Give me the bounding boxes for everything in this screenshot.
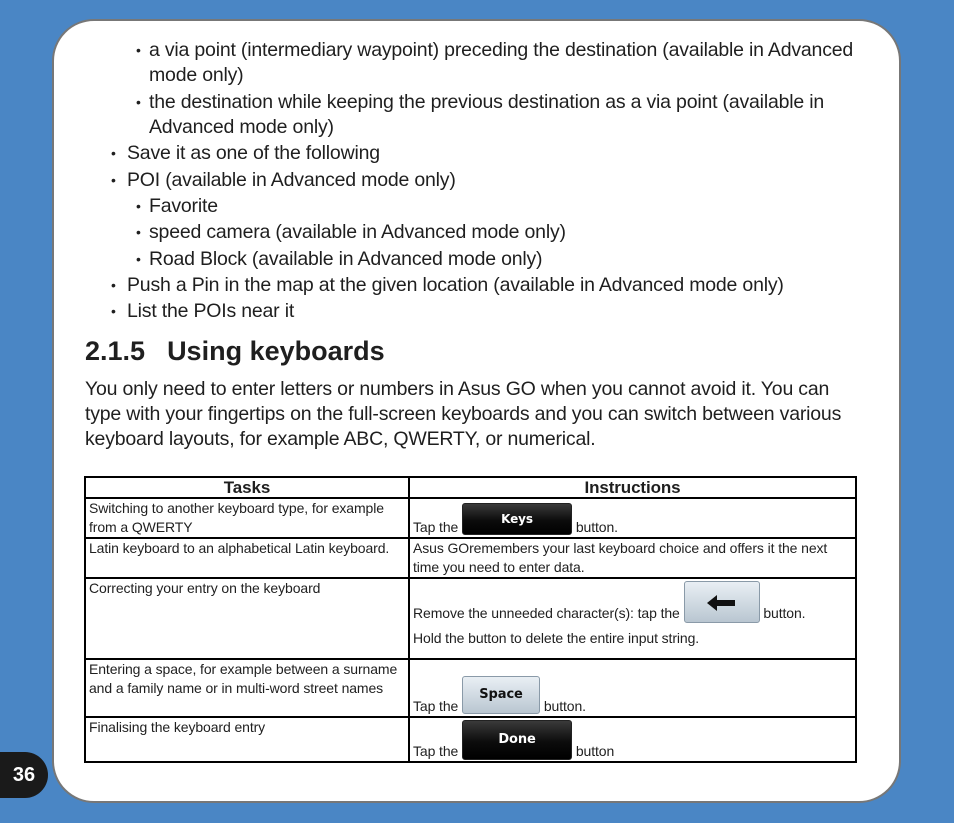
section-title: Using keyboards	[167, 336, 385, 366]
space-button[interactable]: Space	[462, 676, 540, 714]
instruction-cell: Tap the Space button.	[409, 659, 856, 717]
instruction-extra: Hold the button to delete the entire input string.	[413, 630, 700, 646]
keys-button[interactable]: Keys	[462, 503, 572, 535]
task-cell: Entering a space, for example between a surname and a family name or in multi-word street names	[85, 659, 409, 717]
table-row	[85, 538, 856, 578]
header-tasks: Tasks	[85, 477, 409, 498]
table-row	[85, 498, 856, 538]
table-header-row	[85, 477, 856, 498]
section-heading	[85, 336, 385, 367]
backspace-button[interactable]	[684, 581, 760, 623]
table-row	[85, 659, 856, 717]
instruction-cell: Tap the Keys button.	[409, 498, 856, 538]
table-row	[85, 578, 856, 659]
done-button[interactable]: Done	[462, 720, 572, 760]
intro-paragraph: You only need to enter letters or numbers in Asus GO when you cannot avoid it. You can type with your fingertips on the full-screen keyboards and you can switch between various keyboard layouts, for example ABC, QWERTY, or numerical.	[85, 378, 842, 450]
page-number: 36	[0, 752, 48, 798]
header-instructions: Instructions	[409, 477, 856, 498]
instruction-cell: Remove the unneeded character(s): tap the button. Hold the button to delete the entire input string.	[409, 578, 856, 659]
task-cell: Latin keyboard to an alphabetical Latin keyboard.	[85, 538, 409, 578]
section-number: 2.1.5	[85, 336, 146, 366]
table-row	[85, 717, 856, 762]
instruction-cell: Tap the Done button	[409, 717, 856, 762]
left-arrow-icon	[707, 594, 737, 612]
task-cell: Switching to another keyboard type, for example from a QWERTY	[85, 498, 409, 538]
task-cell: Finalising the keyboard entry	[85, 717, 409, 762]
keyboard-tasks-table	[84, 476, 857, 763]
instruction-cell: Asus GOremembers your last keyboard choice and offers it the next time you need to enter data.	[409, 538, 856, 578]
task-cell: Correcting your entry on the keyboard	[85, 578, 409, 659]
